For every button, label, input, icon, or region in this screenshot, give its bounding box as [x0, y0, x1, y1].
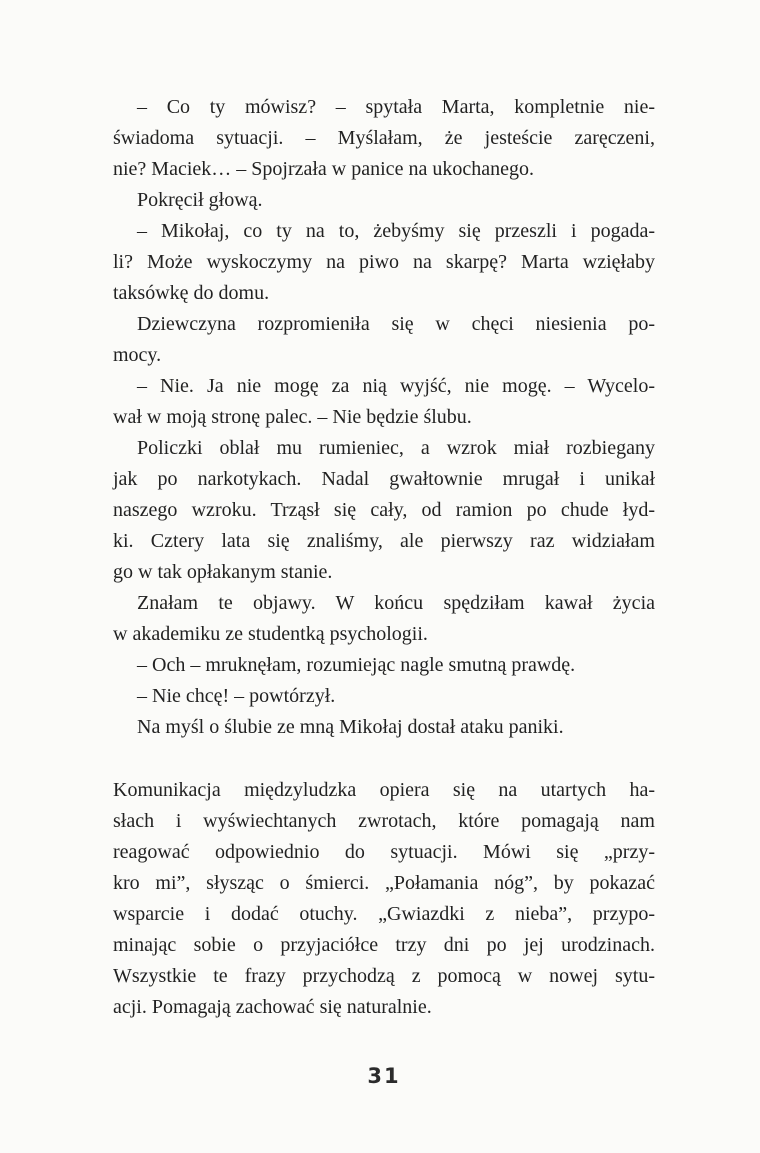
paragraph: [113, 650, 655, 681]
text-line: wsparcie i dodać otuchy. „Gwiazdki z nieba”, przypo-: [113, 903, 655, 925]
text-line: – Mikołaj, co ty na to, żebyśmy się przeszli i pogada-: [137, 220, 655, 242]
paragraph: [113, 433, 655, 588]
paragraph: [113, 309, 655, 371]
text-line: kro mi”, słysząc o śmierci. „Połamania nóg”, by pokazać: [113, 872, 655, 894]
text-line: mocy.: [113, 344, 162, 366]
text-line: minając sobie o przyjaciółce trzy dni po jej urodzinach.: [113, 934, 655, 956]
page-number: 31: [367, 1064, 401, 1088]
paragraph: [113, 371, 655, 433]
text-line: wał w moją stronę palec. – Nie będzie ślubu.: [113, 406, 472, 428]
text-line: słach i wyświechtanych zwrotach, które pomagają nam: [113, 810, 655, 832]
text-line: – Nie. Ja nie mogę za nią wyjść, nie mogę. – Wycelo-: [137, 375, 655, 397]
text-line: naszego wzroku. Trząsł się cały, od ramion po chude łyd-: [113, 499, 655, 521]
text-line: Pokręcił głową.: [137, 189, 263, 211]
text-line: Dziewczyna rozpromieniła się w chęci niesienia po-: [137, 313, 655, 335]
paragraph: [113, 92, 655, 185]
paragraph: [113, 775, 655, 1023]
paragraph: [113, 588, 655, 650]
text-line: Komunikacja międzyludzka opiera się na utartych ha-: [113, 779, 655, 801]
text-line: Wszystkie te frazy przychodzą z pomocą w nowej sytu-: [113, 965, 655, 987]
text-line: Policzki oblał mu rumieniec, a wzrok miał rozbiegany: [137, 437, 655, 459]
paragraph: [113, 185, 655, 216]
text-line: Znałam te objawy. W końcu spędziłam kawał życia: [137, 592, 655, 614]
text-line: świadoma sytuacji. – Myślałam, że jesteście zaręczeni,: [113, 127, 655, 149]
paragraph: [113, 681, 655, 712]
text-line: ki. Cztery lata się znaliśmy, ale pierwszy raz widziałam: [113, 530, 655, 552]
text-line: – Och – mruknęłam, rozumiejąc nagle smutną prawdę.: [137, 654, 576, 676]
text-line: nie? Maciek… – Spojrzała w panice na ukochanego.: [113, 158, 534, 180]
text-line: w akademiku ze studentką psychologii.: [113, 623, 428, 645]
text-line: – Nie chcę! – powtórzył.: [137, 685, 336, 707]
text-line: jak po narkotykach. Nadal gwałtownie mrugał i unikał: [113, 468, 655, 490]
text-block: [113, 92, 655, 1023]
text-line: li? Może wyskoczymy na piwo na skarpę? Marta wzięłaby: [113, 251, 655, 273]
text-line: go w tak opłakanym stanie.: [113, 561, 333, 583]
text-line: taksówkę do domu.: [113, 282, 270, 304]
text-line: – Co ty mówisz? – spytała Marta, kompletnie nie-: [137, 96, 655, 118]
text-line: Na myśl o ślubie ze mną Mikołaj dostał ataku paniki.: [137, 716, 564, 738]
paragraph: [113, 712, 655, 743]
text-line: acji. Pomagają zachować się naturalnie.: [113, 996, 432, 1018]
paragraph: [113, 216, 655, 309]
text-line: reagować odpowiednio do sytuacji. Mówi się „przy-: [113, 841, 655, 863]
